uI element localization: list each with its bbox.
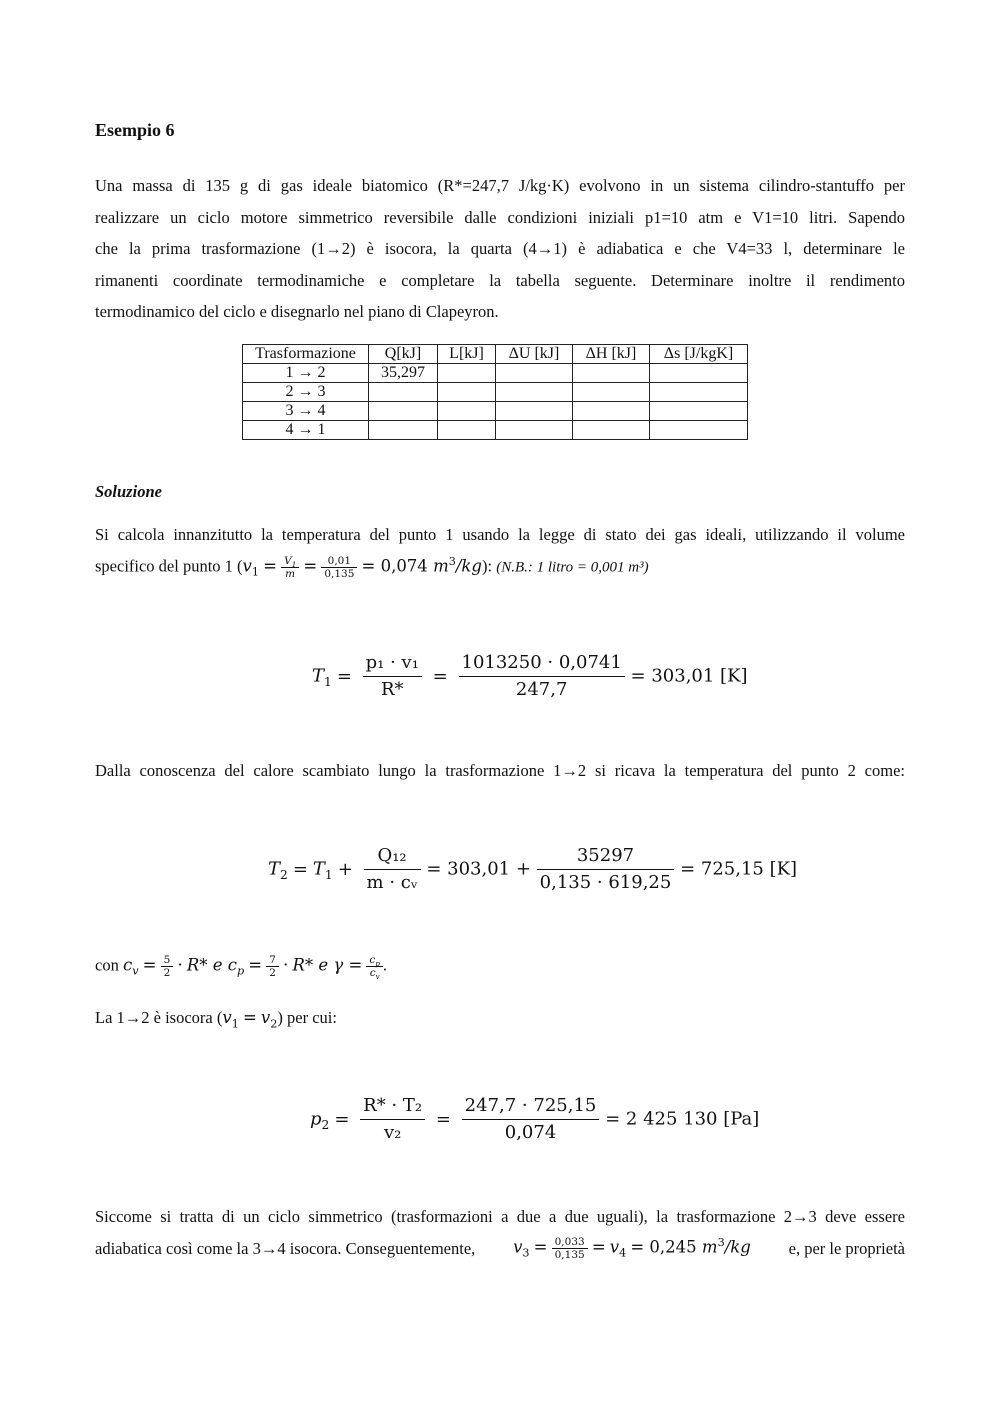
table-cell xyxy=(438,402,496,421)
table-cell xyxy=(496,383,573,402)
symmetric-line: adiabatica così come la 3→4 isocora. Conseguentemente, $v_3$ = $\frac{0,033}{0,135}$ = $v_4 = 0,245$ $m^3/kg$ e, per le proprietà xyxy=(95,1235,905,1261)
table-cell xyxy=(496,402,573,421)
table-header: ΔH [kJ] xyxy=(573,345,650,364)
solution-paragraph-1 xyxy=(95,519,905,551)
specific-volume-line: specifico del punto 1 ($v_1$ = $\frac{V_1}{m}$ = $\frac{0,01}{0,135}$ = 0,074 $m^3/kg$): (N.B.: 1 litro = 0,001 m³) xyxy=(95,554,649,580)
table-cell: 4 → 1 xyxy=(243,421,369,440)
fraction: $\frac{V_1}{m}$ xyxy=(281,555,299,580)
table-cell xyxy=(573,364,650,383)
table-cell xyxy=(496,364,573,383)
line-text: adiabatica così come la 3→4 isocora. Conseguentemente, xyxy=(95,1238,476,1258)
equation-t1: $T_1$ = $\frac{\text{p₁ · v₁}}{R*}$ = $\frac{1013250 \cdot 0,0741}{247,7}$ = 303,01 [K] xyxy=(312,650,748,703)
table-cell xyxy=(573,383,650,402)
equation-result: = 2 425 130 [Pa] xyxy=(605,1108,760,1130)
fraction: $\frac{0,01}{0,135}$ xyxy=(321,555,357,580)
table-cell xyxy=(650,421,748,440)
table-header: ΔU [kJ] xyxy=(496,345,573,364)
table-cell xyxy=(573,421,650,440)
fraction: $\frac{7}{2}$ xyxy=(266,954,279,979)
table-cell: 35,297 xyxy=(369,364,438,383)
heat-capacity-line: con $c_v$ = $\frac{5}{2}$ · R* e $c_p$ = $\frac{7}{2}$ · R* e γ = $\frac{c_p}{c_v}$ . xyxy=(95,954,387,982)
intro-line: termodinamico del ciclo e disegnarlo nel piano di Clapeyron. xyxy=(95,302,499,321)
table-cell xyxy=(369,402,438,421)
page-title: Esempio 6 xyxy=(95,120,175,140)
fraction: $\frac{5}{2}$ xyxy=(161,954,174,979)
paragraph-line: Dalla conoscenza del calore scambiato lungo la trasformazione 1→2 si ricava la temperatura del punto 2 come: xyxy=(95,761,905,780)
table-header: L[kJ] xyxy=(438,345,496,364)
fraction: $\frac{c_p}{c_v}$ xyxy=(366,954,382,979)
table-row xyxy=(243,402,748,421)
table-row xyxy=(243,364,748,383)
solution-heading: Soluzione xyxy=(95,482,162,501)
equation-mid: = 303,01 + xyxy=(426,858,531,880)
table-cell xyxy=(369,421,438,440)
table-row xyxy=(243,421,748,440)
line-text: con xyxy=(95,955,119,975)
solution-paragraph-2 xyxy=(95,755,905,787)
table-cell xyxy=(650,364,748,383)
data-table xyxy=(242,344,748,440)
fraction: $\frac{\text{Q₁₂}}{\text{m · cᵥ}}$ xyxy=(364,843,421,896)
line-text: ): xyxy=(481,556,493,576)
fraction: $\frac{0,033}{0,135}$ xyxy=(552,1236,588,1261)
line-text: La 1→2 è isocora ( xyxy=(95,1008,223,1027)
line-text: specifico del punto 1 ( xyxy=(95,556,243,576)
table-cell xyxy=(496,421,573,440)
fraction: $\frac{\text{p₁ · v₁}}{R*}$ xyxy=(363,650,422,703)
table-cell xyxy=(438,364,496,383)
line-text: e, per le proprietà xyxy=(788,1238,905,1258)
table-cell xyxy=(438,383,496,402)
table-cell: 1 → 2 xyxy=(243,364,369,383)
intro-line: che la prima trasformazione (1→2) è isocora, la quarta (4→1) è adiabatica e che V4=33 l, determinare le xyxy=(95,239,905,258)
intro-line: rimanenti coordinate termodinamiche e completare la tabella seguente. Determinare inoltre il rendimento xyxy=(95,270,905,290)
table-cell: 2 → 3 xyxy=(243,383,369,402)
table-cell xyxy=(650,402,748,421)
line-text: ) per cui: xyxy=(277,1008,337,1027)
solution-paragraph-5 xyxy=(95,1201,905,1233)
fraction: $\frac{\text{R* · T₂}}{\text{v₂}}$ xyxy=(360,1093,425,1146)
table-header: Trasformazione xyxy=(243,345,369,364)
intro-line: realizzare un ciclo motore simmetrico reversibile dalle condizioni iniziali p1=10 atm e V1=10 litri. Sapendo xyxy=(95,207,905,227)
fraction: $\frac{247,7 \cdot 725,15}{0,074}$ xyxy=(462,1093,600,1146)
fraction: $\frac{35297}{0,135 \cdot 619,25}$ xyxy=(537,843,675,896)
isochoric-line: La 1→2 è isocora $(v_1 = v_2)$ per cui: xyxy=(95,1008,337,1031)
table-cell: 3 → 4 xyxy=(243,402,369,421)
equation-result: = 303,01 [K] xyxy=(630,665,748,687)
table-header: Q[kJ] xyxy=(369,345,438,364)
table-cell xyxy=(650,383,748,402)
equation-p2: $p_2$ = $\frac{\text{R* · T₂}}{\text{v₂}}$ = $\frac{247,7 \cdot 725,15}{0,074}$ = 2 425 130 [Pa] xyxy=(310,1093,759,1146)
fraction: $\frac{1013250 \cdot 0,0741}{247,7}$ xyxy=(459,650,625,703)
nb-note: (N.B.: 1 litro = 0,001 m³) xyxy=(496,559,649,576)
paragraph-line: Si calcola innanzitutto la temperatura del punto 1 usando la legge di stato dei gas ideali, utilizzando il volume xyxy=(95,525,905,544)
intro-paragraph xyxy=(95,170,905,328)
equation-t2: $T_2 = T_1$ + $\frac{\text{Q₁₂}}{\text{m · cᵥ}}$ = 303,01 + $\frac{35297}{0,135 \cdot 619,25}$ = 725,15 [K] xyxy=(268,843,797,896)
table-cell xyxy=(438,421,496,440)
equation-result: = 725,15 [K] xyxy=(680,858,798,880)
table-row xyxy=(243,383,748,402)
intro-line: Una massa di 135 g di gas ideale biatomico (R*=247,7 J/kg·K) evolvono in un sistema cilindro-stantuffo per xyxy=(95,176,905,195)
table-header-row xyxy=(243,345,748,364)
table-header: Δs [J/kgK] xyxy=(650,345,748,364)
table-cell xyxy=(369,383,438,402)
paragraph-line: Siccome si tratta di un ciclo simmetrico (trasformazioni a due a due uguali), la trasformazione 2→3 deve essere xyxy=(95,1207,905,1226)
table-cell xyxy=(573,402,650,421)
